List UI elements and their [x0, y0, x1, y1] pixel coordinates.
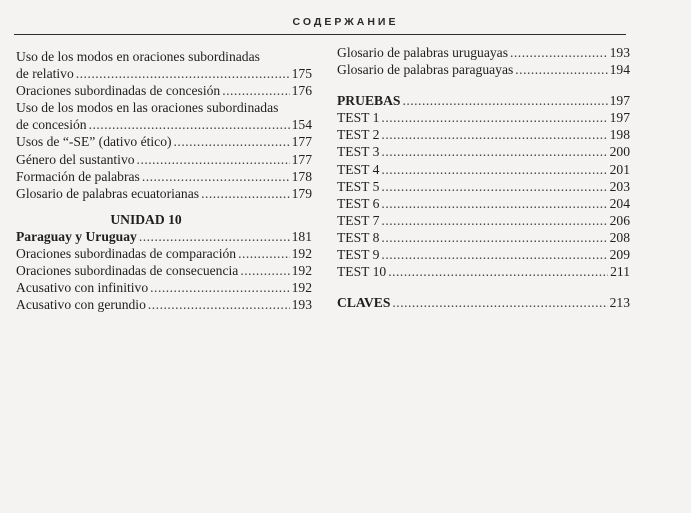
toc-entry-text: Usos de “-SE” (dativo ético)	[16, 134, 172, 150]
page-header-title: СОДЕРЖАНИЕ	[292, 16, 399, 28]
toc-entry	[16, 228, 312, 245]
toc-entry-claves	[337, 294, 630, 311]
leader-dots	[381, 178, 607, 195]
toc-entry	[16, 279, 312, 296]
toc-page-number: 197	[609, 93, 630, 109]
toc-entry	[16, 151, 312, 168]
leader-dots	[515, 61, 607, 78]
leader-dots	[392, 294, 607, 311]
leader-dots	[139, 228, 290, 245]
toc-page-number: 197	[609, 110, 630, 126]
toc-entry	[337, 143, 630, 160]
leader-dots	[222, 82, 289, 99]
toc-entry	[337, 109, 630, 126]
toc-entry	[16, 168, 312, 185]
leader-dots	[381, 229, 607, 246]
header-rule	[14, 34, 626, 35]
toc-entry	[16, 133, 312, 150]
toc-entry	[337, 212, 630, 229]
toc-entry	[337, 61, 630, 78]
toc-entry-text: TEST 7	[337, 212, 380, 228]
leader-dots	[201, 185, 290, 202]
toc-entry-text: Oraciones subordinadas de concesión	[16, 83, 221, 99]
toc-entry-text: TEST 10	[337, 264, 387, 280]
toc-page-number: 176	[291, 83, 312, 99]
leader-dots	[150, 279, 289, 296]
toc-entry-text: TEST 4	[337, 161, 380, 177]
leader-dots	[174, 133, 290, 150]
toc-page-number: 175	[291, 66, 312, 82]
toc-entry-text: Glosario de palabras paraguayas	[337, 62, 514, 78]
leader-dots	[137, 151, 290, 168]
toc-left-column	[16, 48, 312, 313]
leader-dots	[238, 245, 290, 262]
leader-dots	[76, 65, 290, 82]
toc-entry	[337, 44, 630, 61]
toc-entry-text: de relativo	[16, 66, 74, 82]
toc-page-number: 181	[291, 228, 312, 244]
toc-entry-text: TEST 2	[337, 127, 380, 143]
toc-page-number: 194	[609, 62, 630, 78]
toc-entry-text: TEST 3	[337, 144, 380, 160]
toc-page-number: 193	[291, 297, 312, 313]
toc-page-number: 192	[291, 246, 312, 262]
toc-page-number: 201	[609, 161, 630, 177]
toc-entry-text: PRUEBAS	[337, 93, 401, 109]
toc-page-number: 211	[610, 264, 630, 280]
toc-page-number: 198	[609, 127, 630, 143]
toc-page-number: 192	[291, 280, 312, 296]
toc-entry-text: TEST 1	[337, 110, 380, 126]
toc-entry	[16, 65, 312, 82]
toc-entry-text: Glosario de palabras ecuatorianas	[16, 185, 200, 201]
leader-dots	[381, 109, 607, 126]
toc-entry-text: Formación de palabras	[16, 168, 140, 184]
toc-entry-text: Uso de los modos en oraciones subordinadas	[16, 49, 260, 64]
toc-entry-text: Oraciones subordinadas de consecuencia	[16, 263, 239, 279]
leader-dots	[381, 143, 607, 160]
toc-entry	[337, 263, 630, 280]
toc-entry-text: TEST 8	[337, 229, 380, 245]
leader-dots	[388, 263, 608, 280]
leader-dots	[510, 44, 608, 61]
toc-entry	[337, 126, 630, 143]
toc-entry-text: TEST 9	[337, 247, 380, 263]
leader-dots	[402, 92, 607, 109]
toc-entry	[16, 116, 312, 133]
toc-page-number: 177	[291, 151, 312, 167]
toc-entry-text: TEST 6	[337, 195, 380, 211]
toc-page-number: 179	[291, 185, 312, 201]
leader-dots	[381, 212, 607, 229]
toc-entry-text: Acusativo con infinitivo	[16, 280, 149, 296]
leader-dots	[381, 195, 607, 212]
toc-entry-text: Paraguay y Uruguay	[16, 228, 137, 244]
toc-page-number: 203	[609, 178, 630, 194]
toc-entry	[337, 178, 630, 195]
toc-entry	[16, 296, 312, 313]
unit-title: UNIDAD 10	[110, 211, 182, 227]
leader-dots	[240, 262, 289, 279]
toc-page-number: 200	[609, 144, 630, 160]
toc-entry	[16, 245, 312, 262]
toc-entry	[16, 185, 312, 202]
leader-dots	[381, 161, 607, 178]
toc-entry-text: Acusativo con gerundio	[16, 297, 146, 313]
toc-entry-text: Uso de los modos en las oraciones subordinadas	[16, 100, 279, 116]
toc-page-number: 206	[609, 212, 630, 228]
toc-right-column	[337, 45, 630, 311]
leader-dots	[142, 168, 290, 185]
toc-page-number: 213	[609, 295, 630, 311]
toc-entry	[337, 161, 630, 178]
toc-page-number: 177	[291, 134, 312, 150]
toc-entry	[16, 262, 312, 279]
toc-entry	[337, 195, 630, 212]
toc-entry	[337, 229, 630, 246]
toc-entry	[337, 246, 630, 263]
leader-dots	[381, 126, 607, 143]
toc-page-number: 208	[609, 229, 630, 245]
toc-entry-text: TEST 5	[337, 178, 380, 194]
toc-entry-text: CLAVES	[337, 295, 391, 311]
toc-page-number: 178	[291, 168, 312, 184]
leader-dots	[148, 296, 290, 313]
toc-entry-text: de concesión	[16, 117, 87, 133]
toc-entry-text: Oraciones subordinadas de comparación	[16, 246, 237, 262]
toc-page-number: 209	[609, 247, 630, 263]
toc-page-number: 204	[609, 195, 630, 211]
toc-page-number: 193	[609, 45, 630, 60]
toc-page-number: 192	[291, 263, 312, 279]
toc-entry	[16, 82, 312, 99]
leader-dots	[381, 246, 607, 263]
toc-entry-text: Género del sustantivo	[16, 151, 135, 167]
toc-page-number: 154	[291, 117, 312, 133]
toc-entry-text: Glosario de palabras uruguayas	[337, 45, 508, 60]
leader-dots	[89, 116, 290, 133]
toc-entry-pruebas	[337, 92, 630, 109]
